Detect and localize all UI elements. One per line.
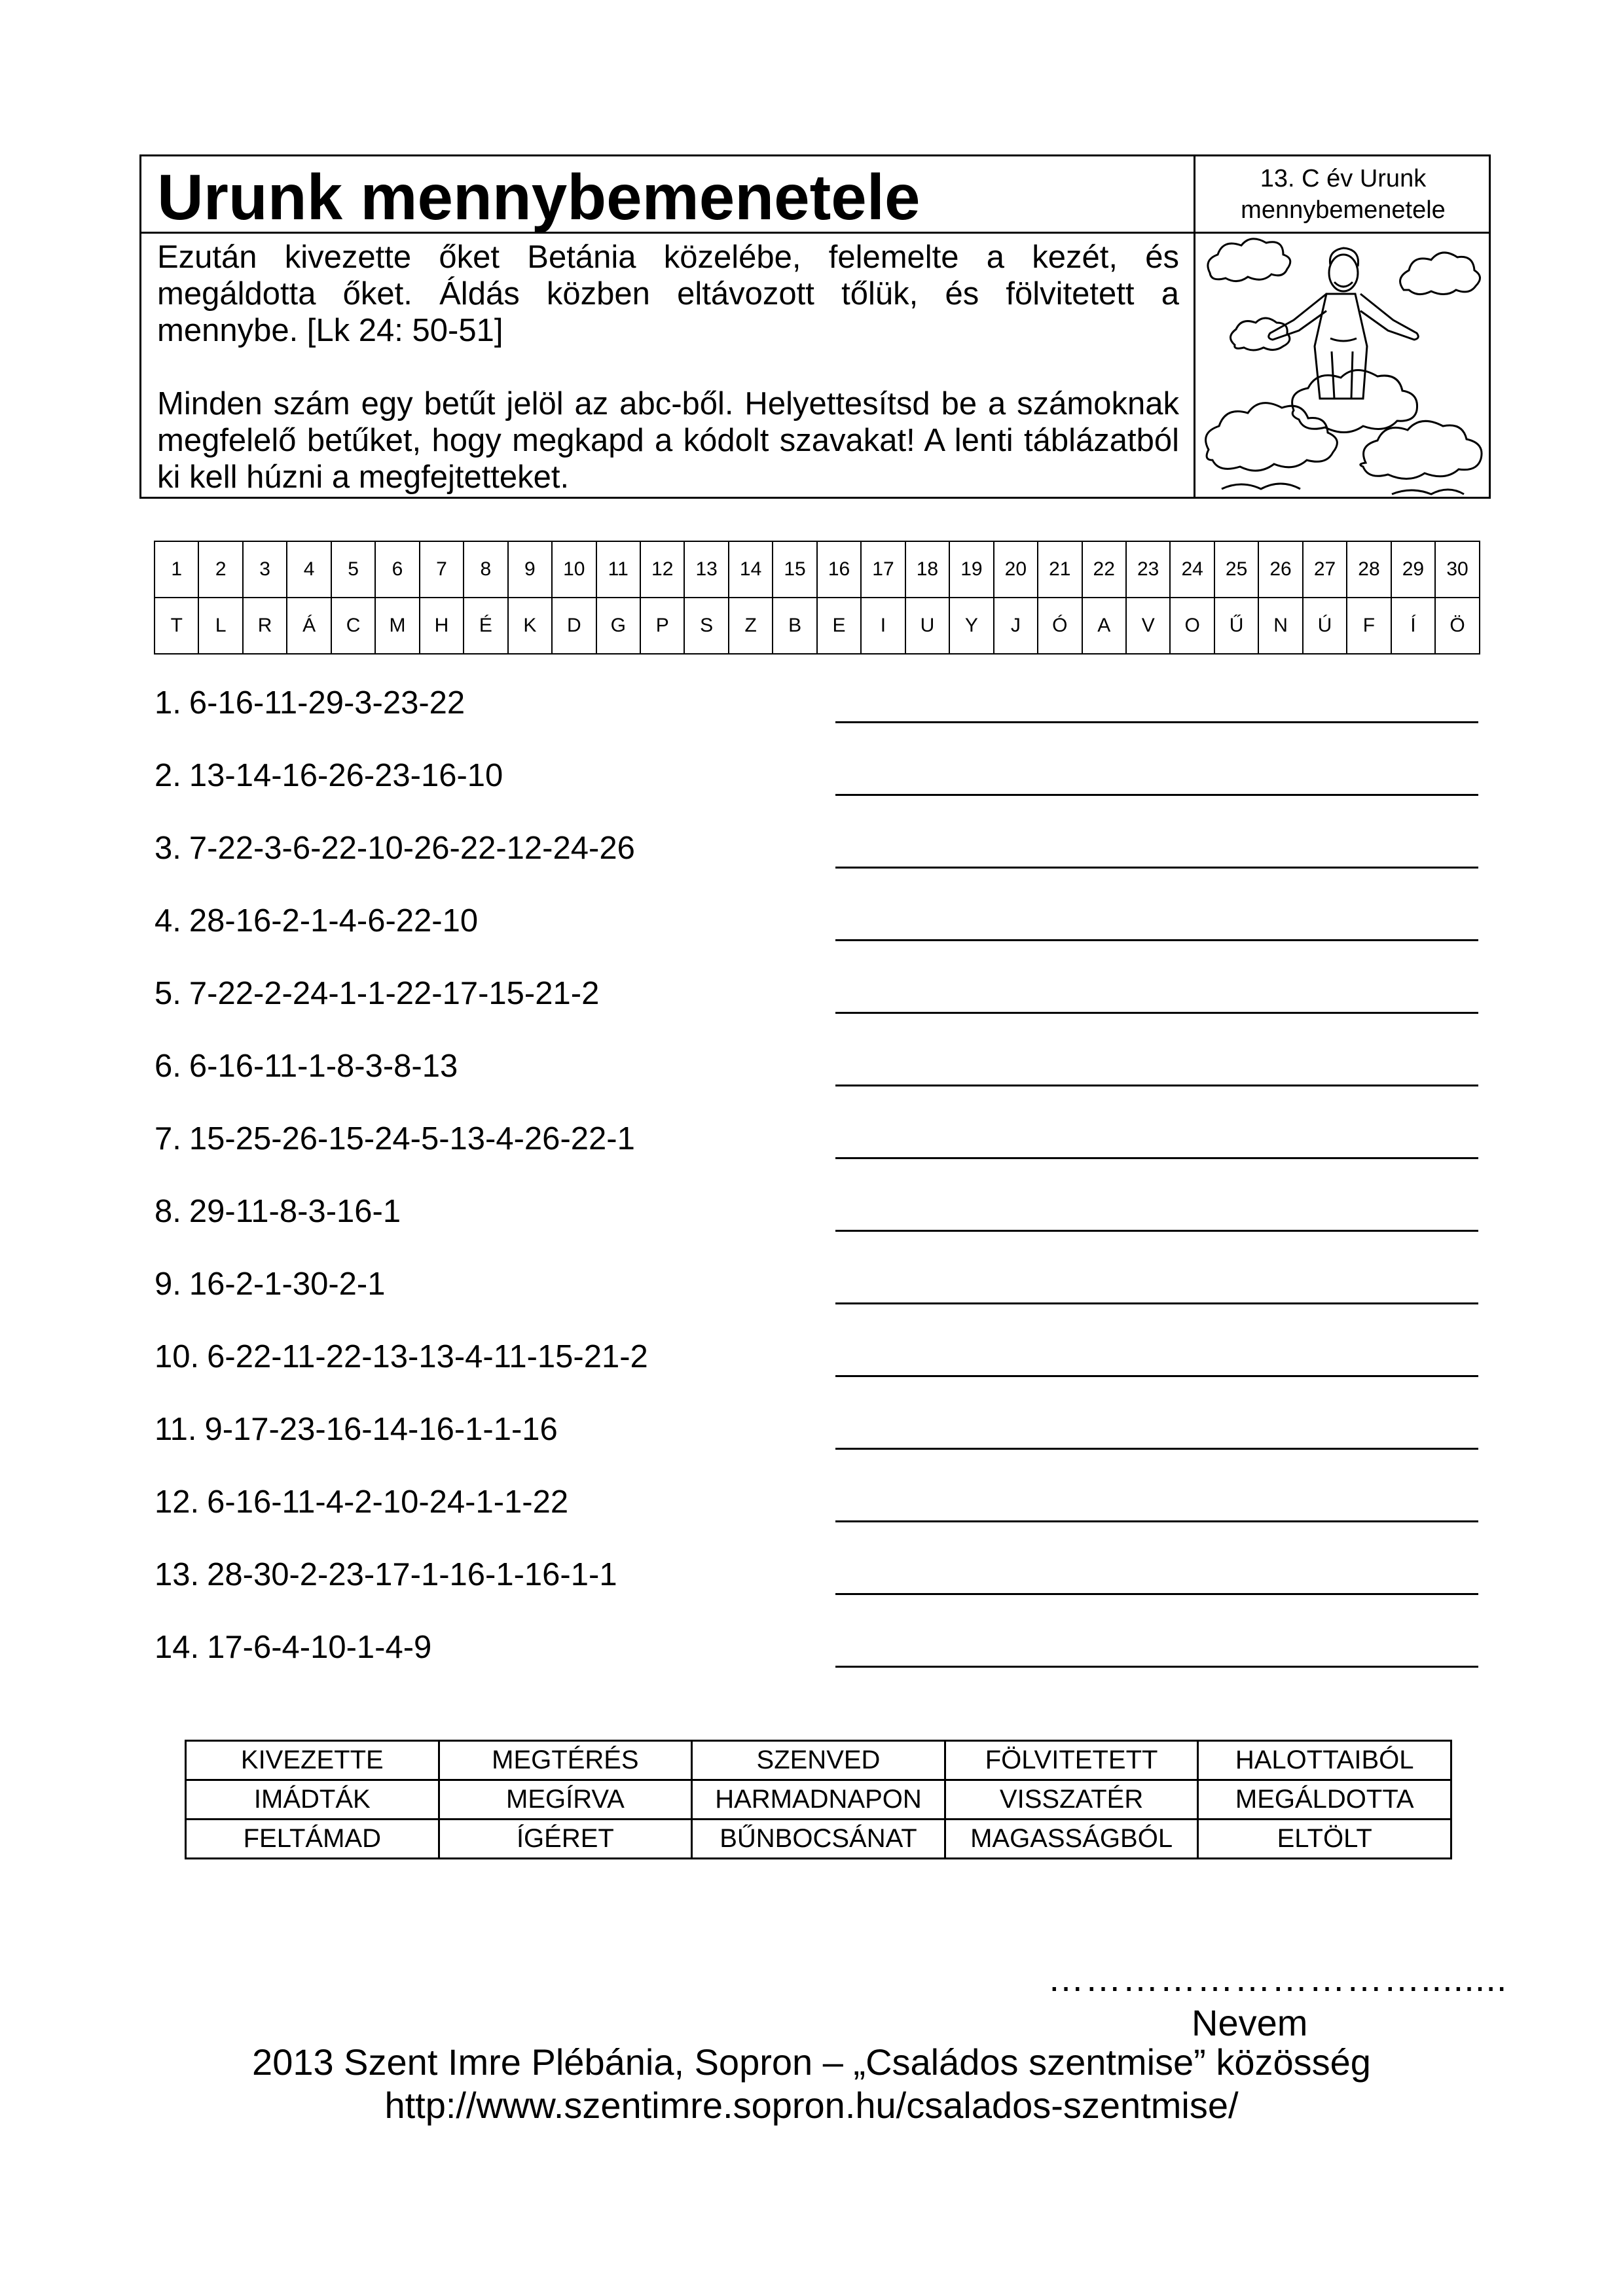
intro-text-cell bbox=[141, 234, 1195, 499]
puzzle-code bbox=[155, 1193, 401, 1230]
puzzle-code bbox=[155, 1121, 635, 1157]
puzzle-code bbox=[155, 1629, 431, 1666]
puzzle-number: 10. bbox=[155, 1339, 200, 1374]
name-label: Nevem bbox=[1192, 2002, 1308, 2043]
cipher-number: 7 bbox=[420, 541, 464, 598]
puzzle-code bbox=[155, 1048, 458, 1085]
puzzle-code bbox=[155, 1411, 558, 1448]
answer-line[interactable] bbox=[835, 1012, 1478, 1014]
cipher-letter: P bbox=[640, 598, 684, 654]
puzzle-cipher: 28-16-2-1-4-6-22-10 bbox=[189, 903, 479, 939]
puzzle-cipher: 6-22-11-22-13-13-4-11-15-21-2 bbox=[207, 1339, 648, 1374]
cipher-number: 6 bbox=[375, 541, 419, 598]
cipher-letter: U bbox=[905, 598, 949, 654]
word-bank-row bbox=[186, 1820, 1451, 1859]
cipher-number: 8 bbox=[464, 541, 507, 598]
word-bank-cell: BŰNBOCSÁNAT bbox=[692, 1820, 945, 1859]
puzzle-number: 14. bbox=[155, 1630, 200, 1665]
puzzle-number: 2. bbox=[155, 758, 181, 793]
cipher-number: 9 bbox=[508, 541, 552, 598]
cipher-key-table bbox=[154, 541, 1480, 655]
cipher-number: 26 bbox=[1258, 541, 1302, 598]
puzzle-row bbox=[155, 1044, 1484, 1117]
cipher-letter: O bbox=[1170, 598, 1214, 654]
page-title: Urunk mennybemenetele bbox=[157, 161, 921, 233]
cipher-number: 29 bbox=[1391, 541, 1435, 598]
cipher-number: 18 bbox=[905, 541, 949, 598]
word-bank-cell: FELTÁMAD bbox=[186, 1820, 439, 1859]
word-bank-cell: MEGTÉRÉS bbox=[439, 1741, 692, 1780]
puzzle-code bbox=[155, 1338, 648, 1375]
answer-line[interactable] bbox=[835, 1448, 1478, 1450]
cipher-number-row bbox=[155, 541, 1480, 598]
puzzle-number: 11. bbox=[155, 1412, 197, 1447]
puzzle-cipher: 6-16-11-1-8-3-8-13 bbox=[189, 1049, 458, 1084]
cipher-letter: M bbox=[375, 598, 419, 654]
cipher-number: 20 bbox=[994, 541, 1038, 598]
cipher-letter: K bbox=[508, 598, 552, 654]
puzzle-cipher: 17-6-4-10-1-4-9 bbox=[207, 1630, 432, 1665]
puzzle-row bbox=[155, 1625, 1484, 1698]
cipher-number: 1 bbox=[155, 541, 198, 598]
puzzle-cipher: 29-11-8-3-16-1 bbox=[189, 1194, 401, 1229]
cipher-letter: Í bbox=[1391, 598, 1435, 654]
answer-line[interactable] bbox=[835, 794, 1478, 796]
puzzle-row bbox=[155, 971, 1484, 1044]
cipher-number: 2 bbox=[198, 541, 242, 598]
answer-line[interactable] bbox=[835, 1302, 1478, 1304]
answer-line[interactable] bbox=[835, 867, 1478, 869]
cipher-letter: A bbox=[1082, 598, 1126, 654]
cipher-letter: Ú bbox=[1303, 598, 1347, 654]
puzzle-row bbox=[155, 753, 1484, 826]
cipher-letter: V bbox=[1126, 598, 1170, 654]
puzzle-number: 7. bbox=[155, 1121, 181, 1157]
cipher-number: 24 bbox=[1170, 541, 1214, 598]
organization-line: 2013 Szent Imre Plébánia, Sopron – „Családos szentmise” közösség bbox=[252, 2041, 1371, 2083]
puzzle-number: 4. bbox=[155, 903, 181, 939]
cipher-letter: C bbox=[331, 598, 375, 654]
cipher-letter: S bbox=[684, 598, 728, 654]
puzzle-number: 9. bbox=[155, 1266, 181, 1302]
puzzle-code bbox=[155, 685, 465, 721]
cipher-letter: J bbox=[994, 598, 1038, 654]
cipher-letter: Ó bbox=[1038, 598, 1082, 654]
cipher-number: 3 bbox=[243, 541, 287, 598]
word-bank-cell: SZENVED bbox=[692, 1741, 945, 1780]
word-bank-row bbox=[186, 1780, 1451, 1820]
cipher-number: 5 bbox=[331, 541, 375, 598]
cipher-number: 4 bbox=[287, 541, 331, 598]
cipher-letter: R bbox=[243, 598, 287, 654]
cipher-number: 15 bbox=[773, 541, 816, 598]
word-bank-row bbox=[186, 1741, 1451, 1780]
puzzle-code bbox=[155, 903, 478, 939]
name-signature-line[interactable]: …………………………........ bbox=[1048, 1958, 1508, 1999]
answer-line[interactable] bbox=[835, 1230, 1478, 1232]
cipher-number: 21 bbox=[1038, 541, 1082, 598]
puzzle-row bbox=[155, 1189, 1484, 1262]
liturgy-badge bbox=[1195, 156, 1491, 234]
instructions: Minden szám egy betűt jelöl az abc-ből. Helyettesítsd be a számoknak megfelelő betűket, hogy megkapd a kódolt szavakat! A lenti táblázatból ki kell húzni a megfejtetteket. bbox=[157, 386, 1179, 495]
puzzle-cipher: 6-16-11-4-2-10-24-1-1-22 bbox=[207, 1484, 569, 1520]
puzzle-code bbox=[155, 975, 599, 1012]
cipher-letter: N bbox=[1258, 598, 1302, 654]
puzzle-cipher: 7-22-2-24-1-1-22-17-15-21-2 bbox=[189, 976, 600, 1011]
cipher-number: 14 bbox=[729, 541, 773, 598]
cipher-number: 16 bbox=[817, 541, 861, 598]
bible-quote: Ezután kivezette őket Betánia közelébe, felemelte a kezét, és megáldotta őket. Áldás közben eltávozott tőlük, és fölvitetett a mennybe. [Lk 24: 50-51] bbox=[157, 240, 1179, 348]
puzzle-row bbox=[155, 1552, 1484, 1625]
puzzle-code bbox=[155, 1266, 385, 1302]
answer-line[interactable] bbox=[835, 1085, 1478, 1086]
cipher-number: 10 bbox=[552, 541, 596, 598]
cipher-letter: Ű bbox=[1214, 598, 1258, 654]
title-cell bbox=[141, 156, 1195, 234]
cipher-letter: T bbox=[155, 598, 198, 654]
cipher-letter: Ö bbox=[1435, 598, 1480, 654]
puzzle-number: 13. bbox=[155, 1557, 200, 1592]
answer-line[interactable] bbox=[835, 1520, 1478, 1522]
cipher-letter: Á bbox=[287, 598, 331, 654]
word-bank-cell: HARMADNAPON bbox=[692, 1780, 945, 1820]
puzzle-code bbox=[155, 1484, 568, 1520]
puzzle-cipher: 28-30-2-23-17-1-16-1-16-1-1 bbox=[207, 1557, 617, 1592]
cipher-letter: L bbox=[198, 598, 242, 654]
badge-line-1: 13. C év Urunk bbox=[1260, 164, 1427, 192]
puzzle-row bbox=[155, 681, 1484, 753]
word-bank-table bbox=[185, 1740, 1452, 1859]
cipher-letter: H bbox=[420, 598, 464, 654]
puzzle-row bbox=[155, 1335, 1484, 1407]
puzzle-number: 3. bbox=[155, 831, 181, 866]
cipher-letter: Y bbox=[949, 598, 993, 654]
word-bank-cell: ÍGÉRET bbox=[439, 1820, 692, 1859]
puzzle-number: 12. bbox=[155, 1484, 200, 1520]
cipher-number: 22 bbox=[1082, 541, 1126, 598]
jesus-ascension-icon bbox=[1195, 234, 1491, 499]
puzzle-number: 8. bbox=[155, 1194, 181, 1229]
word-bank-cell: HALOTTAIBÓL bbox=[1198, 1741, 1451, 1780]
answer-line[interactable] bbox=[835, 1593, 1478, 1595]
cipher-number: 27 bbox=[1303, 541, 1347, 598]
cipher-number: 23 bbox=[1126, 541, 1170, 598]
cipher-number: 30 bbox=[1435, 541, 1480, 598]
puzzle-code bbox=[155, 830, 635, 867]
answer-line[interactable] bbox=[835, 1157, 1478, 1159]
puzzle-row bbox=[155, 899, 1484, 971]
word-bank-cell: KIVEZETTE bbox=[186, 1741, 439, 1780]
puzzle-row bbox=[155, 1262, 1484, 1335]
website-url[interactable]: http://www.szentimre.sopron.hu/csalados-szentmise/ bbox=[384, 2085, 1239, 2126]
word-bank-cell: ELTÖLT bbox=[1198, 1820, 1451, 1859]
word-bank-cell: MEGÍRVA bbox=[439, 1780, 692, 1820]
puzzle-row bbox=[155, 1117, 1484, 1189]
puzzle-code bbox=[155, 1556, 617, 1593]
answer-line[interactable] bbox=[835, 1375, 1478, 1377]
word-bank-cell: VISSZATÉR bbox=[945, 1780, 1198, 1820]
word-bank-cell: FÖLVITETETT bbox=[945, 1741, 1198, 1780]
puzzle-code bbox=[155, 757, 503, 794]
cipher-letter: B bbox=[773, 598, 816, 654]
puzzle-row bbox=[155, 826, 1484, 899]
puzzle-cipher: 9-17-23-16-14-16-1-1-16 bbox=[204, 1412, 558, 1447]
puzzle-number: 6. bbox=[155, 1049, 181, 1084]
word-bank-cell: MEGÁLDOTTA bbox=[1198, 1780, 1451, 1820]
cipher-letter: É bbox=[464, 598, 507, 654]
puzzle-cipher: 7-22-3-6-22-10-26-22-12-24-26 bbox=[189, 831, 635, 866]
puzzle-list bbox=[155, 681, 1484, 1698]
cipher-letter-row bbox=[155, 598, 1480, 654]
cipher-letter: Z bbox=[729, 598, 773, 654]
puzzle-row bbox=[155, 1480, 1484, 1552]
puzzle-number: 1. bbox=[155, 685, 181, 721]
cipher-number: 11 bbox=[596, 541, 640, 598]
header-box bbox=[139, 154, 1491, 499]
puzzle-cipher: 15-25-26-15-24-5-13-4-26-22-1 bbox=[189, 1121, 635, 1157]
cipher-number: 12 bbox=[640, 541, 684, 598]
answer-line[interactable] bbox=[835, 1666, 1478, 1668]
cipher-letter: I bbox=[861, 598, 905, 654]
cipher-letter: D bbox=[552, 598, 596, 654]
badge-line-2: mennybemenetele bbox=[1241, 196, 1446, 224]
puzzle-cipher: 13-14-16-26-23-16-10 bbox=[189, 758, 503, 793]
ascension-illustration bbox=[1195, 234, 1491, 499]
answer-line[interactable] bbox=[835, 939, 1478, 941]
puzzle-number: 5. bbox=[155, 976, 181, 1011]
puzzle-cipher: 16-2-1-30-2-1 bbox=[189, 1266, 386, 1302]
cipher-letter: F bbox=[1347, 598, 1391, 654]
word-bank-cell: MAGASSÁGBÓL bbox=[945, 1820, 1198, 1859]
cipher-number: 25 bbox=[1214, 541, 1258, 598]
puzzle-row bbox=[155, 1407, 1484, 1480]
word-bank-cell: IMÁDTÁK bbox=[186, 1780, 439, 1820]
cipher-number: 19 bbox=[949, 541, 993, 598]
cipher-number: 28 bbox=[1347, 541, 1391, 598]
cipher-number: 13 bbox=[684, 541, 728, 598]
puzzle-cipher: 6-16-11-29-3-23-22 bbox=[189, 685, 465, 721]
answer-line[interactable] bbox=[835, 721, 1478, 723]
cipher-letter: E bbox=[817, 598, 861, 654]
cipher-number: 17 bbox=[861, 541, 905, 598]
cipher-letter: G bbox=[596, 598, 640, 654]
